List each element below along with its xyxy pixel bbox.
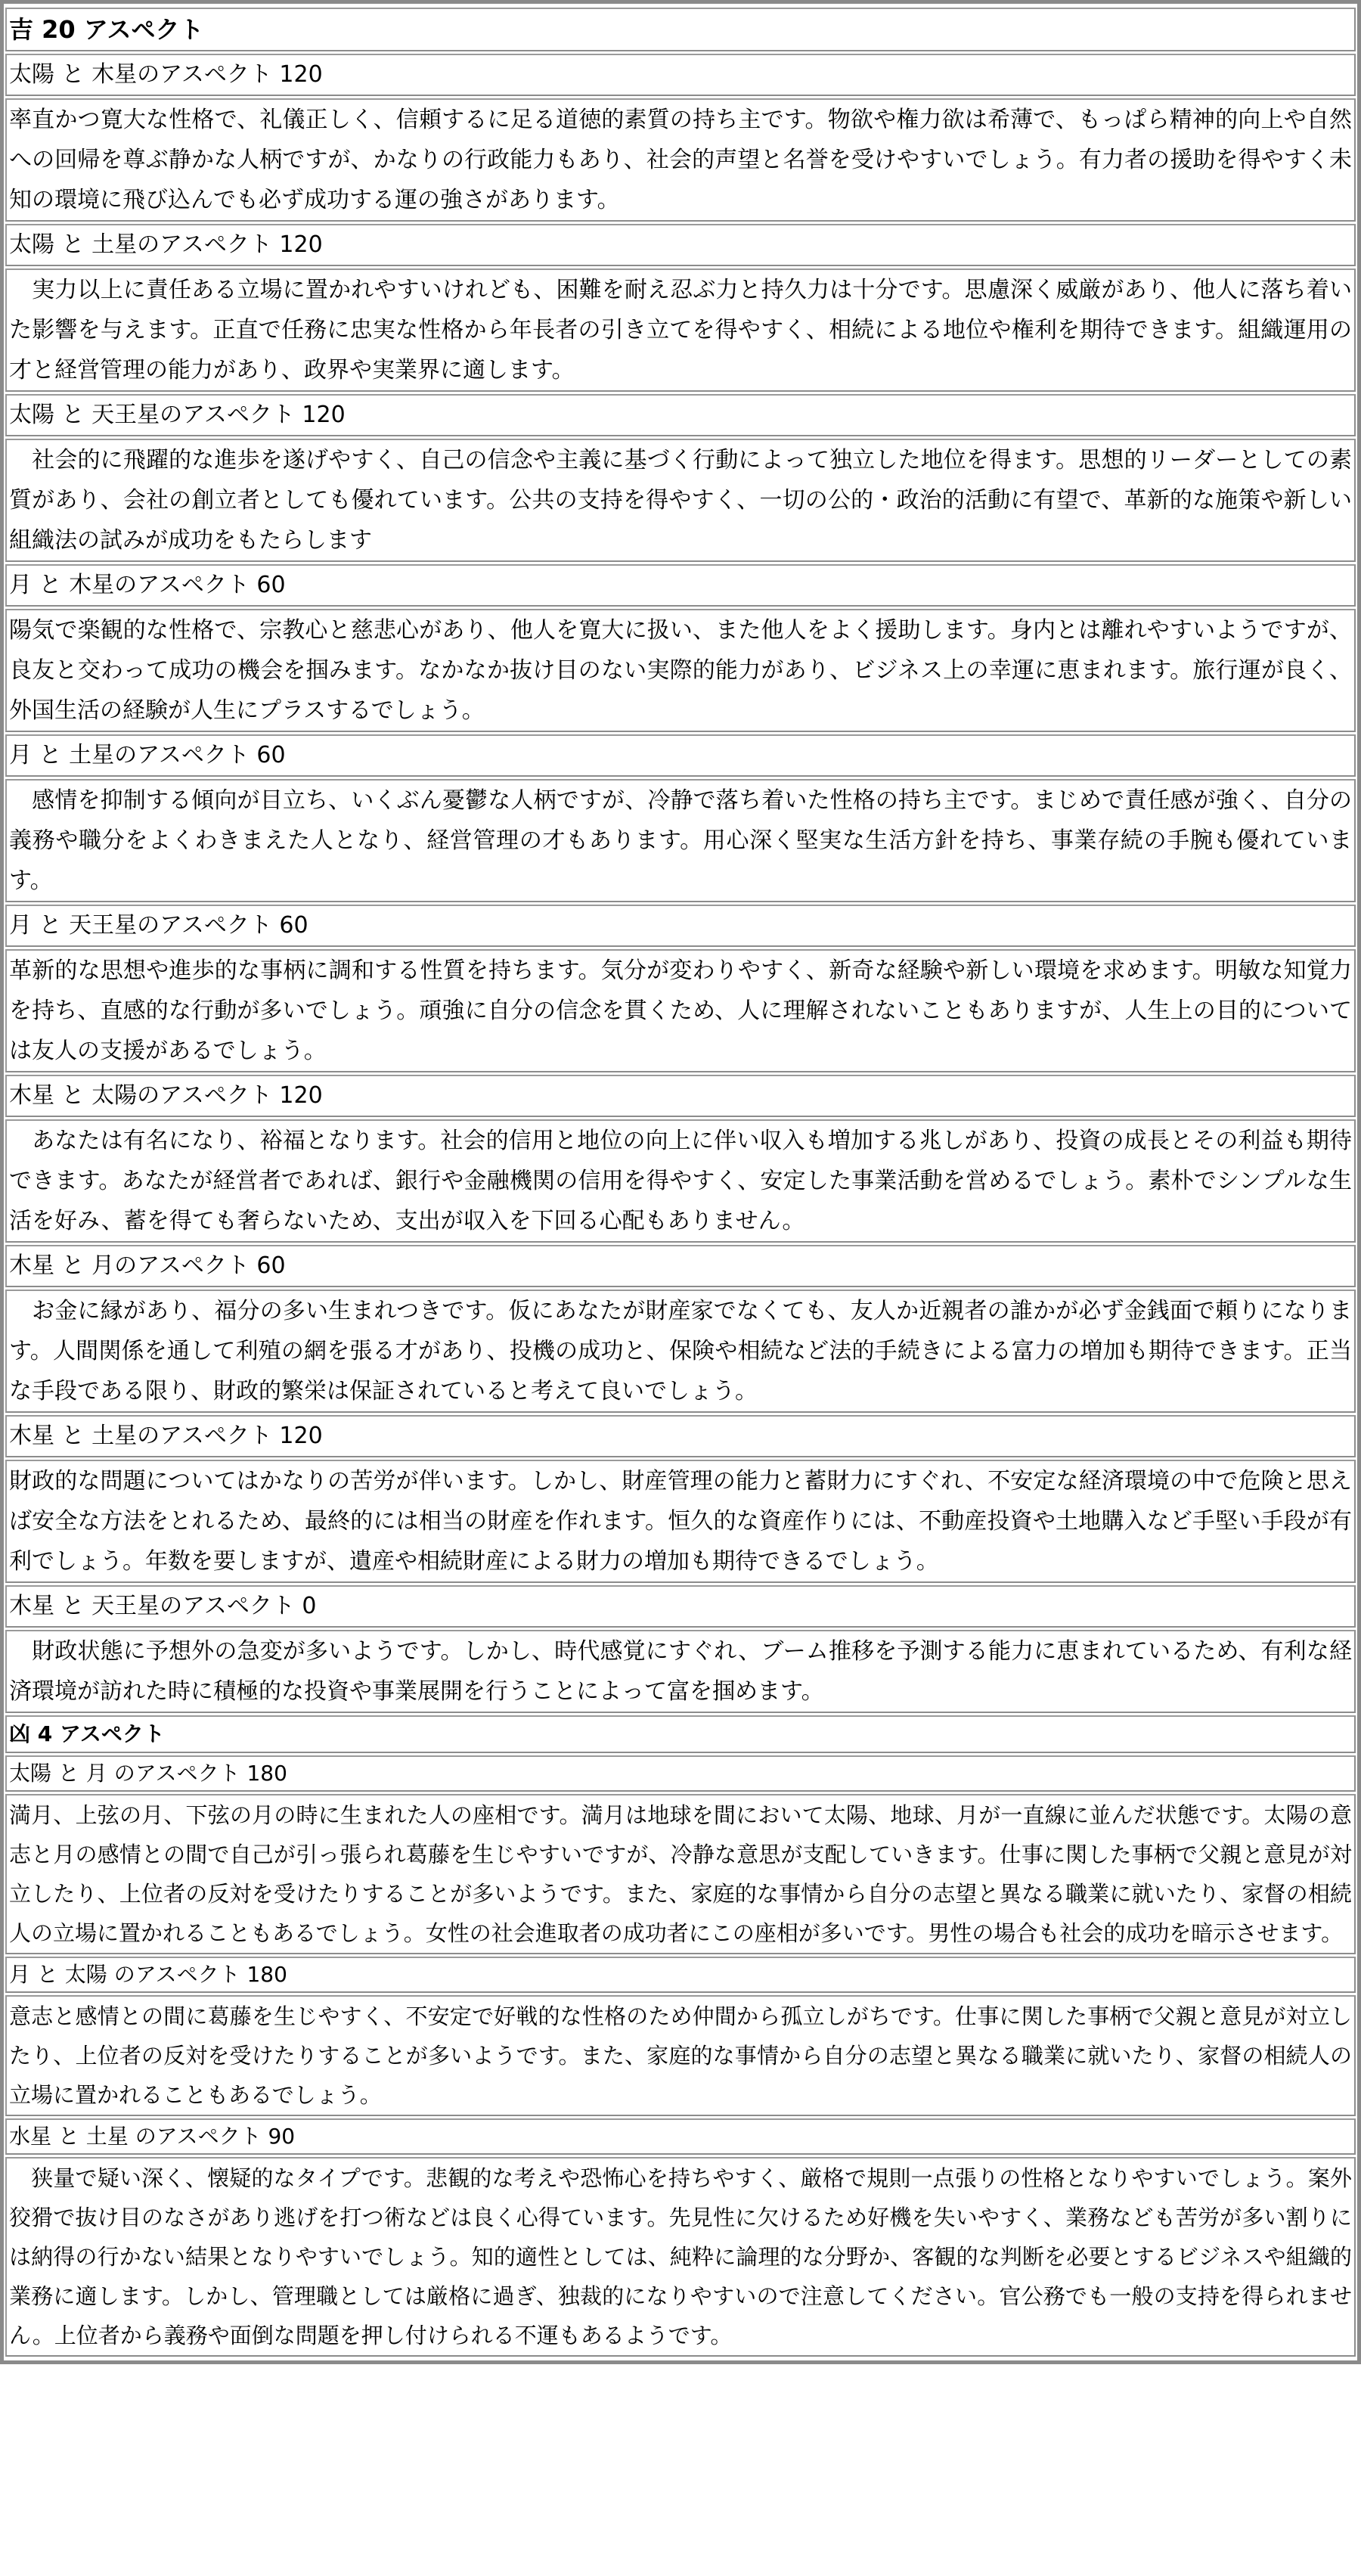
aspect-description: 社会的に飛躍的な進歩を遂げやすく、自己の信念や主義に基づく行動によって独立した地位を得ます。思想的リーダーとしての素質があり、会社の創立者としても優れています。公共の支持を得やすく、一切の公的・政治的活動に有望で、革新的な施策や新しい組織法の試みが成功をもたらします: [5, 439, 1356, 562]
aspect-body-row: [5, 949, 1356, 1072]
aspect-title: 木星 と 月のアスペクト 60: [5, 1245, 1356, 1287]
aspect-description: 革新的な思想や進歩的な事柄に調和する性質を持ちます。気分が変わりやすく、新奇な経験や新しい環境を求めます。明敏な知覚力を持ち、直感的な行動が多いでしょう。頑強に自分の信念を貫くため、人に理解されないこともありますが、人生上の目的については友人の支援があるでしょう。: [5, 949, 1356, 1072]
aspect-description: 意志と感情との間に葛藤を生じやすく、不安定で好戦的な性格のため仲間から孤立しがちです。仕事に関した事柄で父親と意見が対立したり、上位者の反対を受けたりすることが多いようです。また、家庭的な事情から自分の志望と異なる職業に就いたり、家督の相続人の立場に置かれることもあるでしょう。: [5, 1995, 1356, 2116]
bad-section-title: 凶 4 アスペクト: [5, 1715, 1356, 1753]
aspect-body-row: [5, 439, 1356, 562]
aspect-title-row: [5, 1585, 1356, 1628]
aspect-body-row: [5, 609, 1356, 732]
aspect-title: 木星 と 土星のアスペクト 120: [5, 1415, 1356, 1457]
aspect-description: 満月、上弦の月、下弦の月の時に生まれた人の座相です。満月は地球を間において太陽、地球、月が一直線に並んだ状態です。太陽の意志と月の感情との間で自己が引っ張られ葛藤を生じやすいですが、冷静な意思が支配していきます。仕事に関した事柄で父親と意見が対立したり、上位者の反対を受けたりすることが多いようです。また、家庭的な事情から自分の志望と異なる職業に就いたり、家督の相続人の立場に置かれることもあるでしょう。女性の社会進取者の成功者にこの座相が多いです。男性の場合も社会的成功を暗示させます。: [5, 1794, 1356, 1954]
aspect-title-row: [5, 1415, 1356, 1457]
aspect-description: 狭量で疑い深く、懐疑的なタイプです。悲観的な考えや恐怖心を持ちやすく、厳格で規則一点張りの性格となりやすいでしょう。案外狡猾で抜け目のなさがあり逃げを打つ術などは良く心得ています。先見性に欠けるため好機を失いやすく、業務なども苦労が多い割りには納得の行かない結果となりやすいでしょう。知的適性としては、純粋に論理的な分野か、客観的な判断を必要とするビジネスや組織的業務に適します。しかし、管理職としては厳格に過ぎ、独裁的になりやすいので注意してください。官公務でも一般の支持を得られません。上位者から義務や面倒な問題を押し付けられる不運もあるようです。: [5, 2157, 1356, 2357]
aspect-body-row: [5, 2157, 1356, 2357]
bad-section-header-row: [5, 1715, 1356, 1753]
aspect-title: 月 と 太陽 のアスペクト 180: [5, 1957, 1356, 1993]
aspect-title: 太陽 と 月 のアスペクト 180: [5, 1755, 1356, 1792]
aspect-title: 月 と 木星のアスペクト 60: [5, 564, 1356, 607]
aspect-title-row: [5, 2118, 1356, 2155]
aspect-body-row: [5, 1630, 1356, 1713]
aspect-description: 財政状態に予想外の急変が多いようです。しかし、時代感覚にすぐれ、ブーム推移を予測する能力に恵まれているため、有利な経済環境が訪れた時に積極的な投資や事業展開を行うことによって富を掴めます。: [5, 1630, 1356, 1713]
aspect-title-row: [5, 734, 1356, 777]
aspect-title: 月 と 土星のアスペクト 60: [5, 734, 1356, 777]
good-section-header-row: [5, 8, 1356, 51]
aspect-title: 水星 と 土星 のアスペクト 90: [5, 2118, 1356, 2155]
aspect-title-row: [5, 1075, 1356, 1117]
aspect-title: 月 と 天王星のアスペクト 60: [5, 905, 1356, 947]
aspect-title: 太陽 と 天王星のアスペクト 120: [5, 394, 1356, 436]
aspect-title: 木星 と 太陽のアスペクト 120: [5, 1075, 1356, 1117]
aspect-title: 太陽 と 土星のアスペクト 120: [5, 224, 1356, 266]
aspect-title-row: [5, 54, 1356, 96]
aspect-title-row: [5, 1755, 1356, 1792]
aspect-description: 実力以上に責任ある立場に置かれやすいけれども、困難を耐え忍ぶ力と持久力は十分です。思慮深く威厳があり、他人に落ち着いた影響を与えます。正直で任務に忠実な性格から年長者の引き立てを得やすく、相続による地位や権利を期待できます。組織運用の才と経営管理の能力があり、政界や実業界に適します。: [5, 268, 1356, 392]
aspect-title-row: [5, 1957, 1356, 1993]
aspect-description: 財政的な問題についてはかなりの苦労が伴います。しかし、財産管理の能力と蓄財力にすぐれ、不安定な経済環境の中で危険と思えば安全な方法をとれるため、最終的には相当の財産を作れます。恒久的な資産作りには、不動産投資や土地購入など手堅い手段が有利でしょう。年数を要しますが、遺産や相続財産による財力の増加も期待できるでしょう。: [5, 1460, 1356, 1583]
aspect-title-row: [5, 905, 1356, 947]
aspect-body-row: [5, 268, 1356, 392]
aspect-title-row: [5, 224, 1356, 266]
aspects-table: [5, 5, 1356, 2359]
aspect-title: 木星 と 天王星のアスペクト 0: [5, 1585, 1356, 1628]
aspect-body-row: [5, 1995, 1356, 2116]
aspect-body-row: [5, 779, 1356, 902]
aspect-title-row: [5, 1245, 1356, 1287]
aspect-title: 太陽 と 木星のアスペクト 120: [5, 54, 1356, 96]
aspect-title-row: [5, 564, 1356, 607]
aspect-body-row: [5, 1119, 1356, 1243]
good-section-title: 吉 20 アスペクト: [5, 8, 1356, 51]
aspect-body-row: [5, 1794, 1356, 1954]
aspect-body-row: [5, 1290, 1356, 1413]
aspect-description: 率直かつ寛大な性格で、礼儀正しく、信頼するに足る道徳的素質の持ち主です。物欲や権力欲は希薄で、もっぱら精神的向上や自然への回帰を尊ぶ静かな人柄ですが、かなりの行政能力もあり、社会的声望と名誉を受けやすいでしょう。有力者の援助を得やすく未知の環境に飛び込んでも必ず成功する運の強さがあります。: [5, 98, 1356, 222]
aspect-body-row: [5, 98, 1356, 222]
aspect-description: 感情を抑制する傾向が目立ち、いくぶん憂鬱な人柄ですが、冷静で落ち着いた性格の持ち主です。まじめで責任感が強く、自分の義務や職分をよくわきまえた人となり、経営管理の才もあります。用心深く堅実な生活方針を持ち、事業存続の手腕も優れています。: [5, 779, 1356, 902]
aspect-body-row: [5, 1460, 1356, 1583]
aspect-title-row: [5, 394, 1356, 436]
aspect-description: あなたは有名になり、裕福となります。社会的信用と地位の向上に伴い収入も増加する兆しがあり、投資の成長とその利益も期待できます。あなたが経営者であれば、銀行や金融機関の信用を得やすく、安定した事業活動を営めるでしょう。素朴でシンプルな生活を好み、蓄を得ても奢らないため、支出が収入を下回る心配もありません。: [5, 1119, 1356, 1243]
aspect-description: 陽気で楽観的な性格で、宗教心と慈悲心があり、他人を寛大に扱い、また他人をよく援助します。身内とは離れやすいようですが、良友と交わって成功の機会を掴みます。なかなか抜け目のない実際的能力があり、ビジネス上の幸運に恵まれます。旅行運が良く、外国生活の経験が人生にプラスするでしょう。: [5, 609, 1356, 732]
aspect-description: お金に縁があり、福分の多い生まれつきです。仮にあなたが財産家でなくても、友人か近親者の誰かが必ず金銭面で頼りになります。人間関係を通して利殖の網を張る才があり、投機の成功と、保険や相続など法的手続きによる富力の増加も期待できます。正当な手段である限り、財政的繁栄は保証されていると考えて良いでしょう。: [5, 1290, 1356, 1413]
